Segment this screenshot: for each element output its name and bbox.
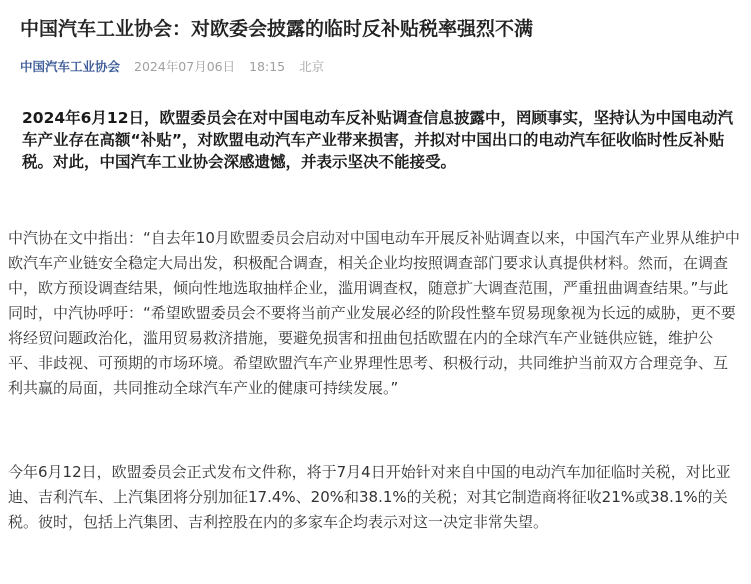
article-location: 北京 [299,59,325,74]
article-time: 18:15 [249,59,286,74]
article-date: 2024年07月06日 [134,59,236,74]
article-paragraph: 中汽协在文中指出：“自去年10月欧盟委员会启动对中国电动车开展反补贴调查以来，中国汽车产业界从维护中欧汽车产业链安全稳定大局出发，积极配合调查，相关企业均按照调查部门要求认真提供材料。然而，在调查中，欧方预设调查结果，倾向性地选取抽样企业，滥用调查权，随意扩大调查范围，严重扭曲调查结果。”与此同时，中汽协呼吁：“希望欧盟委员会不要将当前产业发展必经的阶段性整车贸易现象视为长远的威胁，更不要将经贸问题政治化，滥用贸易救济措施，要避免损害和扭曲包括欧盟在内的全球汽车产业链供应链，维护公平、非歧视、可预期的市场环境。希望欧盟汽车产业界理性思考、积极行动，共同维护当前双方合理竞争、互利共赢的局面，共同推动全球汽车产业的健康可持续发展。” [8,229,740,397]
article-source[interactable]: 中国汽车工业协会 [20,59,121,74]
article-title: 中国汽车工业协会：对欧委会披露的临时反补贴税率强烈不满 [20,18,534,40]
article-paragraph: 今年6月12日，欧盟委员会正式发布文件称，将于7月4日开始针对来自中国的电动汽车加征临时关税，对比亚迪、吉利汽车、上汽集团将分别加征17.4%、20%和38.1%的关税；对其它制造商将征收21%或38.1%的关税。彼时，包括上汽集团、吉利控股在内的多家车企均表示对这一决定非常失望。 [8,463,731,531]
article-lead: 2024年6月12日，欧盟委员会在对中国电动车反补贴调查信息披露中，罔顾事实，坚持认为中国电动汽车产业存在高额“补贴”，对欧盟电动汽车产业带来损害，并拟对中国出口的电动汽车征收临时性反补贴税。对此，中国汽车工业协会深感遗憾，并表示坚决不能接受。 [22,109,733,171]
article-meta [20,58,324,76]
